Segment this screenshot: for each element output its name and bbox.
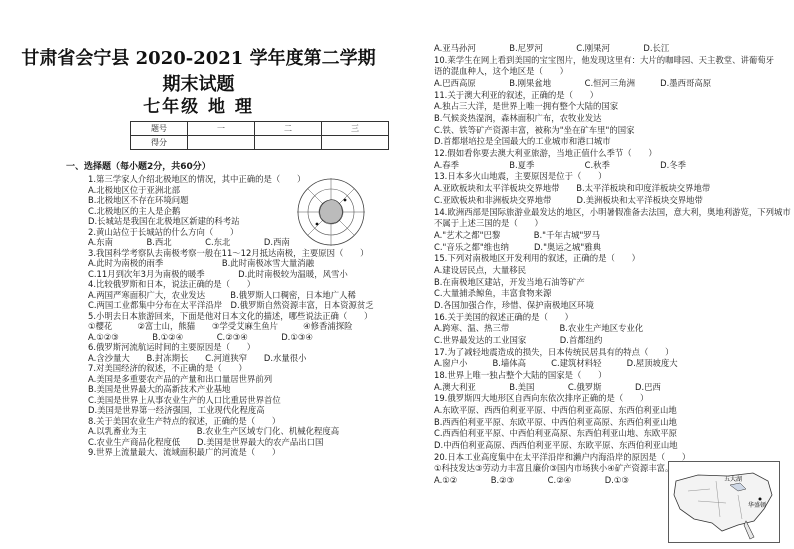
question-line: 10.莱学生在网上看到美国的宝宝图片，他发现这里有：大片的咖啡园、天主教堂、讲葡萄牙 [434,54,774,65]
question-line: 16.关于美国的叙述正确的是（ ） [434,311,573,322]
question-line: C.美国是世界上从事农业生产的人口比重居世界首位 [88,394,281,405]
question-line: 6.俄罗斯河流航运时间的主要原因是（ ） [88,342,256,352]
map-label-great-lakes: 五大湖 [724,476,743,483]
question-line: 9.世界上流量最大、流域面积最广的河流是（ ） [88,447,281,457]
question-line: B.北极地区不存在环境问题 [88,195,189,205]
usa-map-figure [668,461,780,543]
map-label-washington: 华盛顿 [748,502,767,509]
question-line: 11.关于澳大利亚的叙述，正确的是（ ） [434,89,599,100]
question-line: 4.比较俄罗斯和日本，说法正确的是（ ） [88,279,256,289]
question-line: D.美国是世界第一经济强国，工业现代化程度高 [88,405,265,415]
question-line: A.两国严寒面积广大，农业发达 B.俄罗斯人口稠密，日本地广人稀 [88,289,356,300]
question-line: C.大量捕杀鲸鱼，丰富食物来源 [434,288,552,299]
question-line: A.美国是多重要农产品的产量和出口量居世界前列 [88,373,273,384]
question-line: D.首都堪培拉是全国最大的工业城市和港口城市 [434,136,611,147]
question-line: 19.俄罗斯四大地形区自西向东依次排序正确的是（ ） [434,393,649,404]
score-table-cell: 二 [255,122,322,136]
question-line: 2.黄山站位于长城站的什么方向（ ） [88,226,239,237]
question-line: A."艺术之都"巴黎 B."千年古城"罗马 [434,229,601,240]
score-table [130,121,389,150]
polar-compass-figure [295,176,367,248]
question-line: C.两国工业都集中分布在太平洋沿岸 D.俄罗斯自然资源丰富，日本资源贫乏 [88,300,374,310]
score-table-cell [322,136,389,150]
question-line: A.亚马孙河 B.尼罗河 C.刚果河 D.长江 [434,43,670,53]
question-line: D.中西伯利亚高原、西西伯利亚平原、东欧平原、东西伯利亚山地 [434,440,678,451]
question-line: A.以乳畜业为主 B.农业生产区域专门化、机械化程度高 [88,426,340,436]
question-line: C.农业生产商品化程度低 D.美国是世界最大的农产品出口国 [88,436,324,447]
question-line: A.含沙量大 B.封冻期长 C.河道狭窄 D.水量很小 [88,352,307,363]
exam-title: 甘肃省会宁县 2020-2021 学年度第二学期 [21,48,376,69]
question-line: A.此时为南极的雨季 B.此时南极冰雪大量消融 [88,258,315,268]
question-line: A.①②③ B.①②④ C.②③④ D.①③④ [88,331,313,342]
question-line: A.窗户小 B.墙体高 C.建筑材料轻 D.屋顶坡度大 [434,358,678,369]
score-table-header-row [131,122,389,136]
question-line: A.独占三大洋，是世界上唯一拥有整个大陆的国家 [434,101,619,112]
question-line: B.气候炎热湿润，森林面积广布，农牧业发达 [434,113,602,124]
section-heading: 一、选择题（每小题2分，共60分） [66,162,211,172]
question-line: A.北极地区位于亚洲北部 [88,184,180,195]
question-line: C.11月到次年3月为南极的暖季 D.此时南极较为温暖，风雪小 [88,268,348,279]
right-column [397,0,794,549]
question-line: 15.下列对南极地区开发利用的叙述，正确的是（ ） [434,253,640,264]
question-line: A.跨寒、温、热三带 B.农业生产地区专业化 [434,323,644,334]
score-table-cell: 题号 [131,122,188,136]
question-line: 13.日本多火山地震，主要原因是位于（ ） [434,171,607,182]
question-line: 语的混血种人，这个地区是（ ） [434,66,568,77]
score-table-cell: 一 [188,122,255,136]
question-line: A.巴西高原 B.刚果盆地 C.恒河三角洲 D.墨西哥高原 [434,78,712,89]
question-line: A.①② B.②③ C.②④ D.①③ [434,475,629,486]
question-line: 3.我国科学考察队去南极考察一般在11～12月抵达南极，主要原因（ ） [88,247,369,258]
question-line: 不属于上述三国的是（ ） [434,218,543,229]
question-line: 1.第三学家人介绍北极地区的情况，其中正确的是（ ） [88,174,306,184]
question-line: A.建设居民点，大量移民 [434,264,526,275]
question-line: 5.小明去日本旅游回来，下面是他对日本文化的描述，哪些说法正确（ ） [88,310,373,321]
score-table-cell: 得分 [131,136,188,150]
score-table-cell: 三 [322,122,389,136]
question-line: C.北极地区的主人是企鹅 [88,205,181,216]
score-table-score-row [131,136,389,150]
question-line: 18.世界上唯一独占整个大陆的国家是（ ） [434,370,607,381]
question-line: A.春季 B.夏季 C.秋季 D.冬季 [434,159,687,170]
exam-grade-subject: 七年级 地 理 [143,97,254,117]
question-line: C.铁、铁等矿产资源丰富，被称为"坐在矿车里"的国家 [434,124,635,135]
question-line: A.亚欧板块和太平洋板块交界地带 B.太平洋板块和印度洋板块交界地带 [434,183,711,194]
question-line: 12.假如看你要去澳大利亚旅游，当地正值什么季节（ ） [434,148,657,159]
question-line: ①樱花 ②富士山，熊猫 ③学受艾麻生鱼片 ④修香浦探险 [88,321,353,331]
question-line: 20.日本工业高度集中在太平洋沿岸和濑户内海沿岸的原因是（ ） [434,451,691,462]
question-line: C.世界最发达的工业国家 D.首都纽约 [434,335,603,345]
question-line: B.美国是世界最大的高新技术产业基地 [88,384,231,394]
question-line: 7.对美国经济的叙述，不正确的是（ ） [88,363,247,373]
question-line: B.在南极地区建站，开发当地石油等矿产 [434,276,585,287]
question-line: 17.为了减轻地震造成的损失，日本传统民居具有的特点（ ） [434,346,674,357]
question-line: D.长城站是我国在北极地区新建的科考站 [88,216,240,226]
question-line: B.西西伯利亚平原、东欧平原、中西伯利亚高原、东西伯利亚山地 [434,416,677,427]
question-line: A.东南 B.西北 C.东北 D.西南 [88,237,290,247]
question-line: ①科技发达③劳动力丰富且廉价③国内市场狭小④矿产资源丰富。 [434,463,674,474]
question-line: C."音乐之都"维也纳 D."奥运之城"雅典 [434,241,602,252]
question-line: C.亚欧板块和非洲板块交界地带 D.美洲板块和太平洋板块交界地带 [434,194,703,205]
score-table-cell [255,136,322,150]
score-table-cell [188,136,255,150]
question-line: A.澳大利亚 B.美国 C.俄罗斯 D.巴西 [434,381,661,392]
exam-subtitle: 期末试题 [162,74,235,95]
question-line: 8.关于美国农业生产特点的叙述，正确的是（ ） [88,415,281,426]
question-line: A.东欧平原、西西伯利亚平原、中西伯利亚高原、东西伯利亚山地 [434,405,677,416]
question-line: D.各国加强合作，珍惜、保护南极地区环境 [434,299,594,310]
question-line: 14.欧洲西部是国际旅游业最发达的地区，小明暑假准备去法国，意大利，奥地利游览，下列城市 [434,206,791,217]
question-line: C.西西伯利亚平原、中西伯利亚高原、东西伯利亚山地、东欧平原 [434,428,678,439]
